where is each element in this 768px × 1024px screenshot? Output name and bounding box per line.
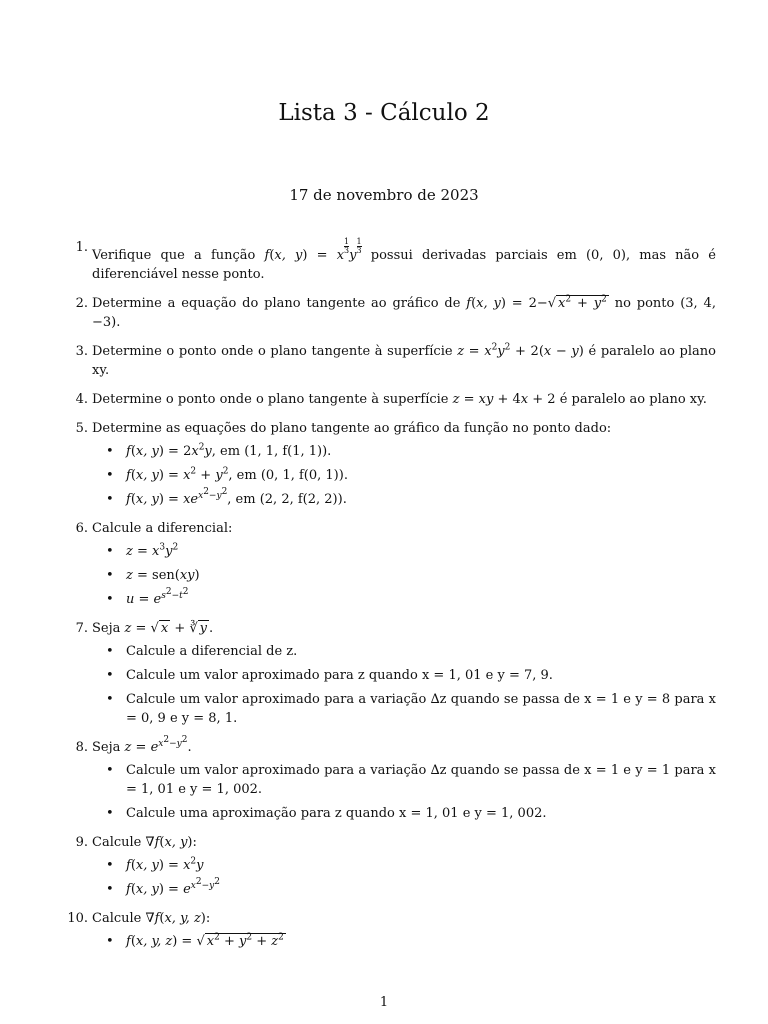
list-item-text: Calcule um valor aproximado para z quando x = 1, 01 e y = 7, 9. xyxy=(126,668,553,683)
bullet-icon: • xyxy=(106,444,114,459)
bullet-icon: • xyxy=(106,544,114,559)
exercise-number: 8. xyxy=(75,740,88,755)
list-item-text: Calcule um valor aproximado para a variação ∆z quando se passa de x = 1 e y = 8 para x = 0, 9 e y = 8, 1. xyxy=(126,692,716,726)
list-item xyxy=(92,761,716,799)
math-expression: $z = x^2y^2 + 2(x - y)$ xyxy=(457,342,584,359)
exercise-number: 10. xyxy=(67,911,88,926)
exercise-text-tail: no ponto (3, 4, −3). xyxy=(92,296,716,330)
math-expression: z = xy + 4x + 2 xyxy=(452,392,556,407)
exercise-number: 3. xyxy=(75,344,88,359)
list-item-text: , em (0, 1, f(0, 1)). xyxy=(228,468,348,483)
exercise-number: 6. xyxy=(75,521,88,536)
list-item xyxy=(92,442,716,461)
exercise-text: Determine a equação do plano tangente ao gráfico de xyxy=(92,296,467,311)
list-item xyxy=(92,804,716,823)
sub-list xyxy=(92,761,716,823)
list-item xyxy=(92,542,716,561)
math-expression: z = √ x + ∛ y . xyxy=(124,621,214,636)
bullet-icon: • xyxy=(106,882,114,897)
exercise-6 xyxy=(60,519,716,609)
list-item xyxy=(92,666,716,685)
sub-list xyxy=(92,542,716,609)
bullet-icon: • xyxy=(106,644,114,659)
exercise-5 xyxy=(60,419,716,509)
exercise-9 xyxy=(60,833,716,899)
bullet-icon: • xyxy=(106,934,114,949)
bullet-icon: • xyxy=(106,668,114,683)
list-item-text: Calcule uma aproximação para z quando x = 1, 01 e y = 1, 002. xyxy=(126,806,547,821)
exercise-text-tail: possui derivadas parciais em (0, 0), mas não é diferenciável nesse ponto. xyxy=(92,248,716,282)
math-expression: f(x, y) = 2−√ $x^2 + y^2$ xyxy=(466,294,607,311)
exercise-number: 1. xyxy=(75,240,88,255)
exercise-4 xyxy=(60,390,716,409)
list-item xyxy=(92,586,716,609)
list-item xyxy=(92,856,716,875)
exercise-list xyxy=(60,238,716,956)
exercise-2 xyxy=(60,294,716,332)
bullet-icon: • xyxy=(106,592,114,607)
list-item xyxy=(92,466,716,485)
math-expression: f(x, $y) = x^2 + y^2$ xyxy=(126,466,229,483)
math-expression: $z = e^{x^2-y^2}$. xyxy=(124,734,192,755)
bullet-icon: • xyxy=(106,692,114,707)
exercise-text: Determine as equações do plano tangente ao gráfico da função no ponto dado: xyxy=(92,421,612,436)
exercise-number: 7. xyxy=(75,621,88,636)
exercise-text: Seja xyxy=(92,621,121,636)
exercise-3 xyxy=(60,342,716,380)
exercise-text-tail: é paralelo ao plano xy. xyxy=(555,392,707,407)
list-item xyxy=(92,486,716,509)
math-expression: f(x, y) = x $\frac{1}{3}$ y $\frac{1}{3}$ xyxy=(264,237,362,263)
exercise-text: Calcule xyxy=(92,911,142,926)
list-item-text: Calcule um valor aproximado para a variação ∆z quando se passa de x = 1 e y = 1 para x = 1, 01 e y = 1, 002. xyxy=(126,763,716,797)
bullet-icon: • xyxy=(106,492,114,507)
list-item-text: , em (2, 2, f(2, 2)). xyxy=(227,492,347,507)
list-item-text: Calcule a diferencial de z. xyxy=(126,644,298,659)
bullet-icon: • xyxy=(106,468,114,483)
exercise-1 xyxy=(60,238,716,284)
exercise-10 xyxy=(60,909,716,951)
math-expression: $u = e^{s^2-t^2}$ xyxy=(126,586,189,607)
sub-list xyxy=(92,442,716,509)
exercise-text: Determine o ponto onde o plano tangente à superfície xyxy=(92,392,453,407)
exercise-text: Seja xyxy=(92,740,121,755)
document-date: 17 de novembro de 2023 xyxy=(289,186,479,204)
bullet-icon: • xyxy=(106,568,114,583)
page-number: 1 xyxy=(379,995,389,1010)
exercise-text-tail: é paralelo ao plano xy. xyxy=(92,344,716,378)
math-expression: f(x, $y) = e^{x^2-y^2}$ xyxy=(126,876,220,897)
math-expression: z = sen(xy) xyxy=(126,568,200,583)
math-expression: f(x, $y) = 2x^2y$ xyxy=(126,442,212,459)
exercise-number: 2. xyxy=(75,296,88,311)
exercise-text: Calcule xyxy=(92,835,142,850)
math-expression: ∇f(x, y, z): xyxy=(145,911,211,926)
sub-list xyxy=(92,856,716,899)
math-expression: f(x, $y) = xe^{x^2-y^2}$ xyxy=(126,486,228,507)
math-expression: f(x, $y) = x^2y$ xyxy=(126,856,204,873)
exercise-text: Determine o ponto onde o plano tangente à superfície xyxy=(92,344,458,359)
bullet-icon: • xyxy=(106,763,114,778)
list-item xyxy=(92,932,716,951)
exercise-7 xyxy=(60,619,716,728)
exercise-8 xyxy=(60,734,716,823)
list-item xyxy=(92,642,716,661)
math-expression: f(x, y, z) = √ $x^2 + y^2 + z^2$ xyxy=(126,932,284,949)
list-item xyxy=(92,876,716,899)
math-expression: ∇f(x, y): xyxy=(145,835,197,850)
bullet-icon: • xyxy=(106,858,114,873)
list-item xyxy=(92,566,716,585)
math-expression: $z = x^3y^2$ xyxy=(126,542,179,559)
list-item xyxy=(92,690,716,728)
exercise-number: 9. xyxy=(75,835,88,850)
list-item-text: , em (1, 1, f(1, 1)). xyxy=(211,444,332,459)
exercise-text: Calcule a diferencial: xyxy=(92,521,233,536)
sub-list xyxy=(92,642,716,728)
document-title: Lista 3 - Cálculo 2 xyxy=(278,100,490,126)
exercise-text: Verifique que a função xyxy=(92,248,265,263)
exercise-number: 5. xyxy=(75,421,88,436)
sub-list xyxy=(92,932,716,951)
exercise-number: 4. xyxy=(75,392,88,407)
bullet-icon: • xyxy=(106,806,114,821)
